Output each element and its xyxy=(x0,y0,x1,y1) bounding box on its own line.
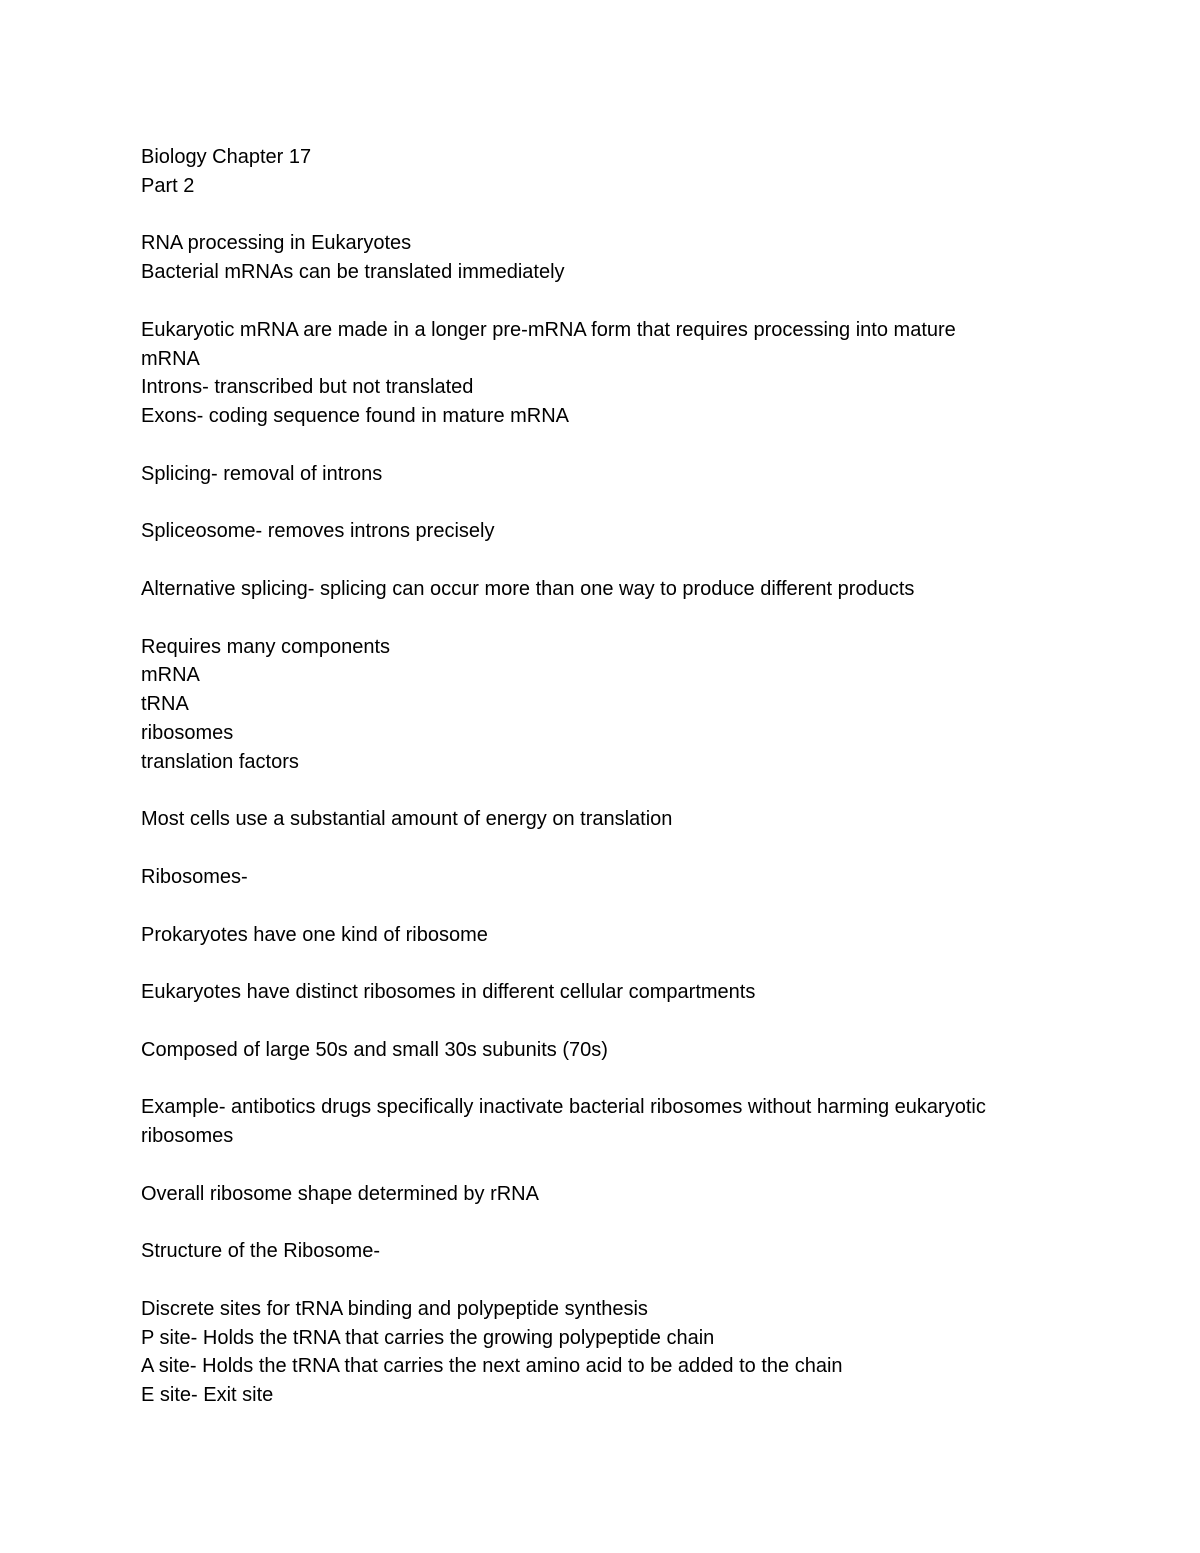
text-line: Spliceosome- removes introns precisely xyxy=(141,520,495,543)
text-line: Introns- transcribed but not translated xyxy=(141,376,474,399)
text-line: Prokaryotes have one kind of ribosome xyxy=(141,923,488,946)
blank-line xyxy=(141,1065,1101,1094)
text-line: Splicing- removal of introns xyxy=(141,462,383,485)
text-line: Discrete sites for tRNA binding and polypeptide synthesis xyxy=(141,1297,648,1320)
blank-line xyxy=(141,1151,1101,1180)
text-line: Overall ribosome shape determined by rRNA xyxy=(141,1182,539,1205)
blank-line xyxy=(141,1266,1101,1295)
blank-line xyxy=(141,604,1101,633)
text-line: Eukaryotic mRNA are made in a longer pre-mRNA form that requires processing into mature xyxy=(141,318,956,341)
text-line: Requires many components xyxy=(141,635,391,658)
document-title: Biology Chapter 17 xyxy=(141,146,312,168)
text-line: ribosomes xyxy=(141,721,234,744)
document-subtitle: Part 2 xyxy=(141,174,195,197)
text-line: mRNA xyxy=(141,664,200,687)
document-body xyxy=(141,143,1101,1410)
text-line: ribosomes xyxy=(141,1125,234,1148)
text-line: Most cells use a substantial amount of energy on translation xyxy=(141,808,673,831)
text-line: Exons- coding sequence found in mature mRNA xyxy=(141,405,570,428)
text-line: P site- Holds the tRNA that carries the growing polypeptide chain xyxy=(141,1326,715,1349)
text-line: tRNA xyxy=(141,693,189,716)
text-line: Example- antibotics drugs specifically inactivate bacterial ribosomes without harming eukaryotic xyxy=(141,1096,986,1119)
text-line: mRNA xyxy=(141,347,200,370)
blank-line xyxy=(141,287,1101,316)
blank-line xyxy=(141,777,1101,806)
text-line: Alternative splicing- splicing can occur more than one way to produce different products xyxy=(141,577,915,600)
text-line: translation factors xyxy=(141,750,299,773)
text-line: RNA processing in Eukaryotes xyxy=(141,232,412,255)
blank-line xyxy=(141,1007,1101,1036)
blank-line xyxy=(141,834,1101,863)
text-line: Composed of large 50s and small 30s subunits (70s) xyxy=(141,1038,608,1061)
blank-line xyxy=(141,431,1101,460)
text-line: Eukaryotes have distinct ribosomes in different cellular compartments xyxy=(141,981,756,1004)
blank-line xyxy=(141,1208,1101,1237)
text-line: Structure of the Ribosome- xyxy=(141,1240,380,1263)
blank-line xyxy=(141,201,1101,230)
text-line: Bacterial mRNAs can be translated immediately xyxy=(141,261,565,284)
text-line: Ribosomes- xyxy=(141,865,248,888)
text-line: E site- Exit site xyxy=(141,1384,274,1407)
blank-line xyxy=(141,949,1101,978)
blank-line xyxy=(141,892,1101,921)
text-line: A site- Holds the tRNA that carries the next amino acid to be added to the chain xyxy=(141,1355,843,1378)
blank-line xyxy=(141,546,1101,575)
blank-line xyxy=(141,489,1101,518)
